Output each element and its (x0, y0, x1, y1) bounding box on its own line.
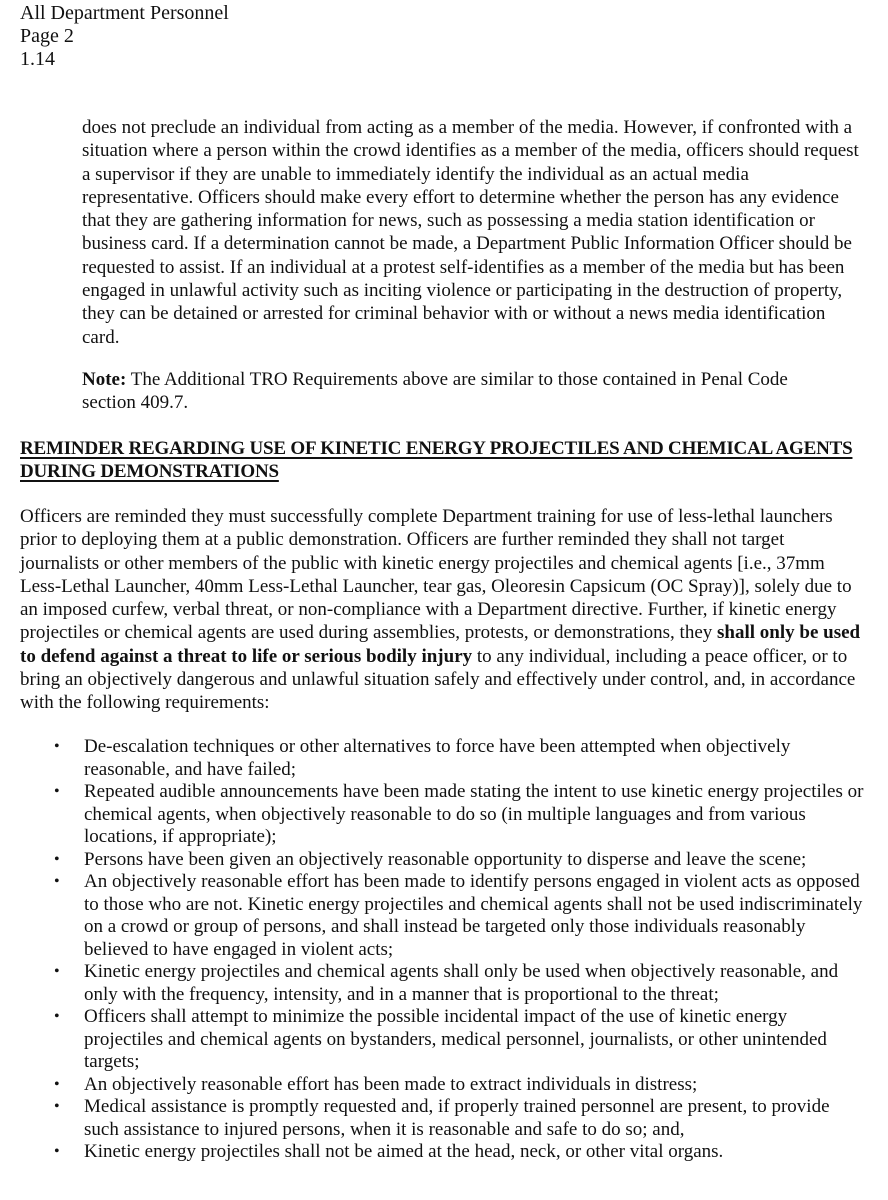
list-item (20, 736, 865, 781)
bullet-icon: • (54, 1098, 60, 1115)
bullet-icon: • (54, 1143, 60, 1160)
note-paragraph (82, 368, 842, 415)
list-item (20, 961, 865, 1006)
section-heading: REMINDER REGARDING USE OF KINETIC ENERGY PROJECTILES AND CHEMICAL AGENTS DURING DEMONSTRATIONS (20, 438, 853, 482)
bullet-icon: • (54, 1075, 60, 1093)
list-item-text: An objectively reasonable effort has been made to identify persons engaged in violent acts as opposed to those who are not. Kinetic energy projectiles and chemical agents shall not be used indiscriminately on a crowd or group of persons, and shall instead be targeted only those individuals reasonably believed to have engaged in violent acts; (84, 871, 863, 960)
requirements-list (20, 736, 865, 1164)
bullet-icon: • (54, 850, 60, 868)
header-notice-number: 1.14 (20, 48, 55, 70)
list-item-text: Persons have been given an objectively reasonable opportunity to disperse and leave the scene; (84, 848, 807, 870)
list-item-text: Kinetic energy projectiles and chemical agents shall only be used when objectively reasonable, and only with the frequency, intensity, and in a manner that is proportional to the threat; (84, 961, 839, 1005)
main-paragraph-text: Officers are reminded they must successfully complete Department training for use of less-lethal launchers prior to deploying them at a public demonstration. Officers are further reminded they shall not target journalists or other members of the public with kinetic energy projectiles and chemical agents [i.e., 37mm Less-Lethal Launcher, 40mm Less-Lethal Launcher, tear gas, Oleoresin Capsicum (OC Spray)], solely due to an imposed curfew, verbal threat, or non-compliance with a Department directive. Further, if kinetic energy projectiles or chemical agents are used during assemblies, protests, or demonstrations, they (20, 506, 852, 644)
list-item (20, 849, 865, 872)
list-item (20, 871, 865, 961)
header-recipient: All Department Personnel (20, 2, 229, 24)
header-page-number: Page 2 (20, 25, 74, 47)
list-item-text: De-escalation techniques or other alternatives to force have been attempted when objectively reasonable, and have failed; (84, 736, 791, 780)
list-item (20, 1006, 865, 1074)
memo-header (20, 2, 229, 71)
bullet-icon: • (54, 963, 60, 980)
bullet-icon: • (54, 783, 60, 800)
bullet-icon: • (54, 1008, 60, 1025)
list-item-text: Repeated audible announcements have been made stating the intent to use kinetic energy projectiles or chemical agents, when objectively reasonable to do so (in multiple languages and from various locations, if appropriate); (84, 781, 864, 847)
list-item (20, 1096, 865, 1141)
list-item (20, 1074, 865, 1097)
list-item-text: An objectively reasonable effort has been made to extract individuals in distress; (84, 1073, 698, 1095)
list-item (20, 1141, 865, 1164)
bullet-icon: • (54, 873, 60, 890)
note-text: The Additional TRO Requirements above are similar to those contained in Penal Code section 409.7. (82, 369, 788, 414)
main-paragraph-text-end: to any individual, including a peace officer, or to bring an objectively dangerous and unlawful situation safely and effectively under control, and, in accordance with the following requirements: (20, 645, 856, 714)
list-item (20, 781, 865, 849)
note-label: Note: (82, 369, 127, 390)
bullet-icon: • (54, 738, 60, 755)
list-item-text: Medical assistance is promptly requested and, if properly trained personnel are present, to provide such assistance to injured persons, when it is reasonable and safe to do so; and, (84, 1096, 830, 1140)
list-item-text: Kinetic energy projectiles shall not be aimed at the head, neck, or other vital organs. (84, 1141, 724, 1162)
main-paragraph-bold-text: shall only be used to defend against a threat to life or serious bodily injury (20, 622, 861, 667)
main-paragraph (20, 505, 865, 715)
continuation-paragraph: does not preclude an individual from acting as a member of the media. However, if confronted with a situation where a person within the crowd identifies as a member of the media, officers should request a supervisor if they are unable to immediately identify the individual as an actual media representative. Officers should make every effort to determine whether the person has any evidence that they are gathering information for news, such as possessing a media station identification or business card. If a determination cannot be made, a Department Public Information Officer should be requested to assist. If an individual at a protest self-identifies as a member of the media but has been engaged in unlawful activity such as inciting violence or participating in the destruction of property, they can be detained or arrested for criminal behavior with or without a news media identification card. (82, 117, 859, 348)
list-item-text: Officers shall attempt to minimize the possible incidental impact of the use of kinetic energy projectiles and chemical agents on bystanders, medical personnel, journalists, or other unintended targets; (84, 1006, 827, 1072)
